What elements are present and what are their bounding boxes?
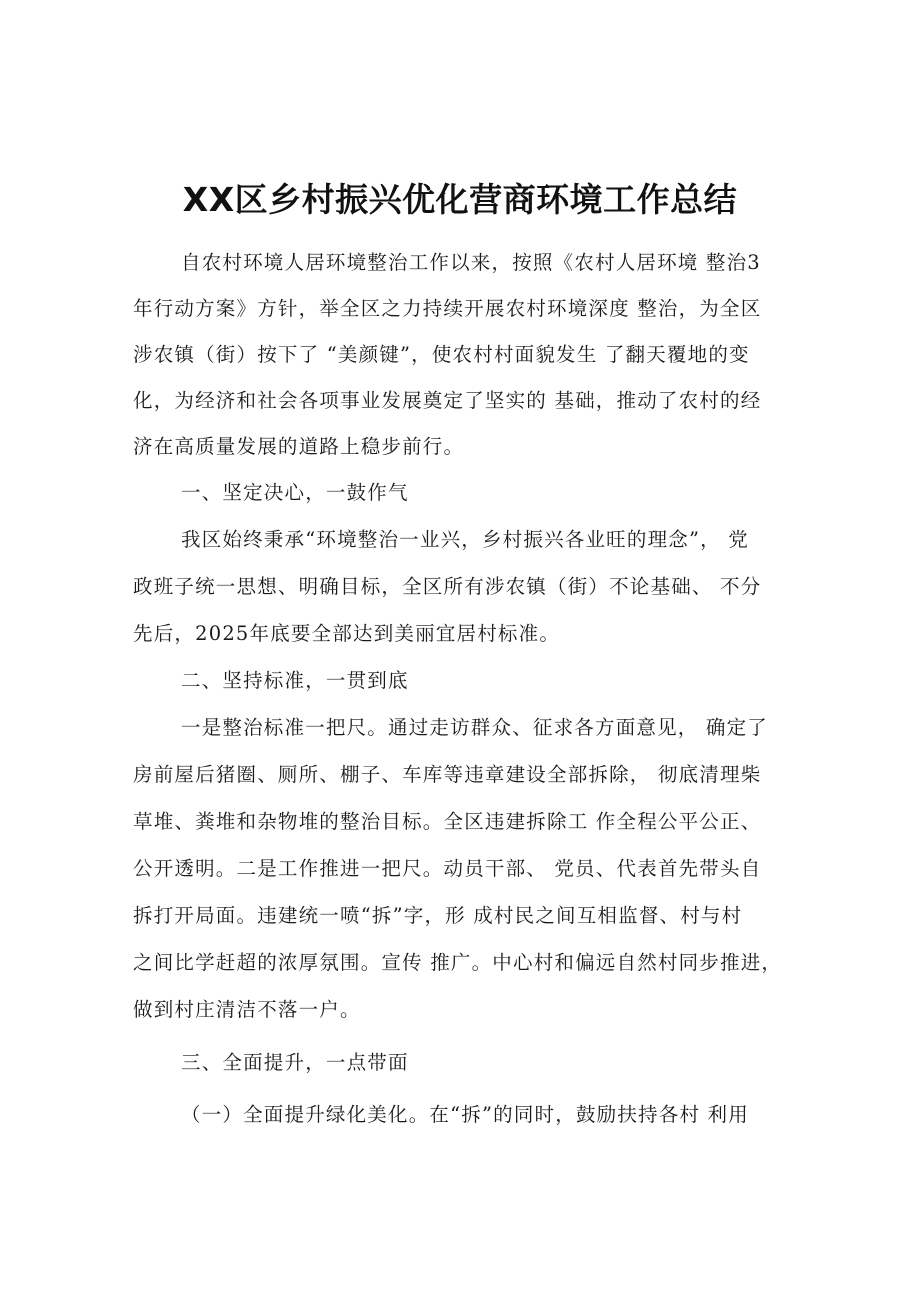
section-heading-2: 二、坚持标准，一贯到底: [181, 669, 409, 692]
body-line-6: 我区始终秉承“环境整治一业兴，乡村振兴各业旺的理念”， 党: [181, 528, 749, 551]
document-title: XX区乡村振兴优化营商环境工作总结: [182, 180, 738, 219]
body-line-11: 草堆、粪堆和杂物堆的整治目标。全区违建拆除工 作全程公平公正、: [133, 810, 762, 833]
body-line-15: 做到村庄清洁不落一户。: [133, 998, 361, 1021]
body-line-10: 房前屋后猪圈、厕所、棚子、车库等违章建设全部拆除， 彻底清理柴: [133, 763, 762, 786]
body-line-3: 涉农镇（街）按下了 “美颜键”，使农村村面貌发生 了翻天覆地的变: [133, 343, 750, 366]
body-line-13: 拆打开局面。违建统一喷“拆”字，形 成村民之间互相监督、村与村: [133, 904, 743, 927]
section-heading-3: 三、全面提升，一点带面: [181, 1051, 409, 1074]
body-line-8: 先后，2025年底要全部达到美丽宜居村标准。: [133, 622, 561, 645]
body-line-5: 济在高质量发展的道路上稳步前行。: [133, 435, 465, 458]
body-line-7: 政班子统一思想、明确目标，全区所有涉农镇（街）不论基础、 不分: [133, 575, 762, 598]
body-line-16: （一）全面提升绿化美化。在“拆”的同时，鼓励扶持各村 利用: [181, 1103, 749, 1126]
body-line-12: 公开透明。二是工作推进一把尺。动员干部、 党员、代表首先带头自: [133, 857, 762, 880]
section-heading-1: 一、坚定决心，一鼓作气: [181, 481, 409, 504]
body-line-1: 自农村环境人居环境整治工作以来，按照《农村人居环境 整治3: [181, 251, 761, 274]
body-line-4: 化，为经济和社会各项事业发展奠定了坚实的 基础，推动了农村的经: [133, 389, 762, 412]
body-line-14: 之间比学赶超的浓厚氛围。宣传 推广。中心村和偏远自然村同步推进，: [133, 951, 783, 974]
body-line-9: 一是整治标准一把尺。通过走访群众、征求各方面意见， 确定了: [181, 716, 768, 739]
body-line-2: 年行动方案》方针，举全区之力持续开展农村环境深度 整治，为全区: [133, 297, 762, 320]
